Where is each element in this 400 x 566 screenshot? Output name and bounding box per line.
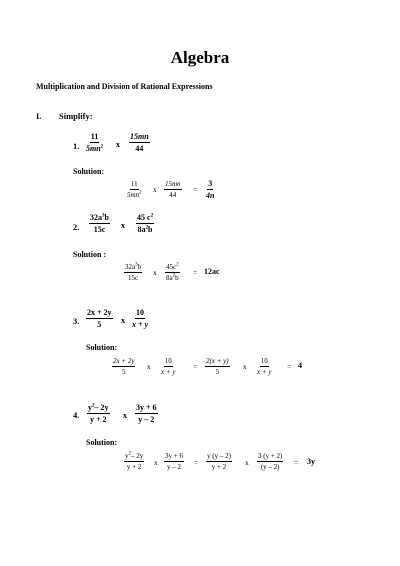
equals-operator: = (194, 458, 199, 467)
section-number: I. (36, 111, 42, 121)
times-operator: x (123, 411, 127, 420)
times-operator: x (243, 362, 247, 371)
solution-4-result: 3y (307, 457, 315, 466)
problem-1-solution-label: Solution: (73, 167, 105, 176)
numerator: $32a^3b$ (90, 213, 109, 222)
problem-1-fraction-2 (129, 133, 150, 153)
problem-2-solution-label: Solution : (73, 250, 107, 259)
solution-1-result (206, 180, 214, 200)
problem-3-fraction-1 (86, 309, 113, 329)
numerator: y (y – 2) (207, 452, 231, 460)
numerator: 11 (90, 132, 99, 141)
problem-3-number: 3. (73, 316, 80, 326)
problem-2-fraction-1 (89, 214, 110, 234)
problem-2-fraction-2 (136, 214, 154, 234)
numerator: 15mn (165, 180, 181, 188)
solution-4-fraction-2 (164, 453, 184, 471)
denominator: 5 (97, 320, 102, 329)
times-operator: x (121, 221, 125, 230)
numerator: 2(x + y) (206, 357, 229, 365)
page-title: Algebra (170, 48, 230, 67)
denominator: x + y (257, 368, 272, 376)
times-operator: x (147, 362, 151, 371)
denominator: 5 (121, 368, 126, 376)
numerator: 10 (164, 357, 172, 365)
problem-4-fraction-1 (87, 404, 110, 424)
denominator: $5mn^2$ (127, 190, 142, 199)
numerator: 15mn (130, 132, 149, 141)
solution-4-fraction-4 (257, 453, 283, 471)
denominator: y + 2 (126, 463, 142, 471)
denominator: y + 2 (89, 415, 107, 424)
solution-2-fraction-2 (165, 264, 180, 282)
numerator: 3y + 6 (136, 403, 157, 412)
denominator: y + 2 (211, 463, 227, 471)
denominator: y – 2 (166, 463, 181, 471)
solution-3-fraction-2 (161, 358, 175, 376)
problem-1-fraction-1 (86, 133, 103, 153)
problem-4-fraction-2 (135, 404, 158, 424)
times-operator: x (154, 458, 158, 467)
denominator: 4n (206, 191, 215, 200)
solution-1-fraction-2 (164, 181, 182, 199)
times-operator: x (245, 458, 249, 467)
solution-4-fraction-1 (124, 453, 144, 471)
denominator: x + y (132, 320, 149, 329)
problem-2-number: 2. (73, 222, 80, 232)
numerator: $45c^2$ (166, 262, 179, 271)
numerator: 45 $c^2$ (137, 213, 154, 222)
denominator: y – 2 (138, 415, 155, 424)
times-operator: x (153, 268, 157, 277)
solution-2-result: 12ac (204, 267, 220, 276)
problem-4-number: 4. (73, 410, 80, 420)
numerator: 3y + 6 (165, 452, 183, 460)
numerator: 3 (y + 2) (258, 452, 283, 460)
solution-3-fraction-3 (205, 358, 230, 376)
problem-1-number: 1. (73, 141, 80, 151)
denominator: $5mn^2$ (86, 144, 104, 153)
subtitle: Multiplication and Division of Rational Expressions (36, 82, 213, 91)
solution-3-fraction-1 (112, 358, 135, 376)
denominator: 15c (93, 225, 106, 234)
numerator: 10 (136, 308, 145, 317)
problem-4-solution-label: Solution: (86, 438, 118, 447)
times-operator: x (121, 316, 125, 325)
solution-1-fraction-1 (127, 181, 142, 199)
numerator: 3 (208, 179, 213, 188)
times-operator: x (116, 140, 120, 149)
denominator: $8a^2b$ (166, 273, 179, 282)
problem-3-solution-label: Solution: (86, 343, 118, 352)
numerator: $32a^3b$ (125, 262, 142, 271)
numerator: 2x + 2y (113, 357, 135, 365)
denominator: $8a^2b$ (137, 225, 153, 234)
denominator: 44 (135, 144, 144, 153)
denominator: 15c (128, 274, 139, 282)
denominator: x + y (161, 368, 176, 376)
section-label: Simplify: (59, 111, 93, 121)
solution-3-fraction-4 (257, 358, 271, 376)
solution-2-fraction-1 (124, 264, 142, 282)
equals-operator: = (193, 362, 198, 371)
denominator: 44 (169, 191, 177, 199)
equals-operator: = (294, 458, 299, 467)
numerator: 2x + 2y (87, 308, 112, 317)
problem-3-fraction-2 (132, 309, 148, 329)
numerator: 11 (130, 180, 138, 188)
solution-3-result: 4 (298, 361, 302, 370)
times-operator: x (153, 185, 157, 194)
equals-operator: = (193, 185, 198, 194)
solution-4-fraction-3 (206, 453, 232, 471)
numerator: 10 (260, 357, 268, 365)
equals-operator: = (287, 362, 292, 371)
equals-operator: = (193, 268, 198, 277)
numerator: $y^2-$ 2y (88, 403, 109, 412)
numerator: $y^2-$ 2y (125, 451, 144, 460)
denominator: (y – 2) (260, 463, 280, 471)
denominator: 5 (215, 368, 220, 376)
